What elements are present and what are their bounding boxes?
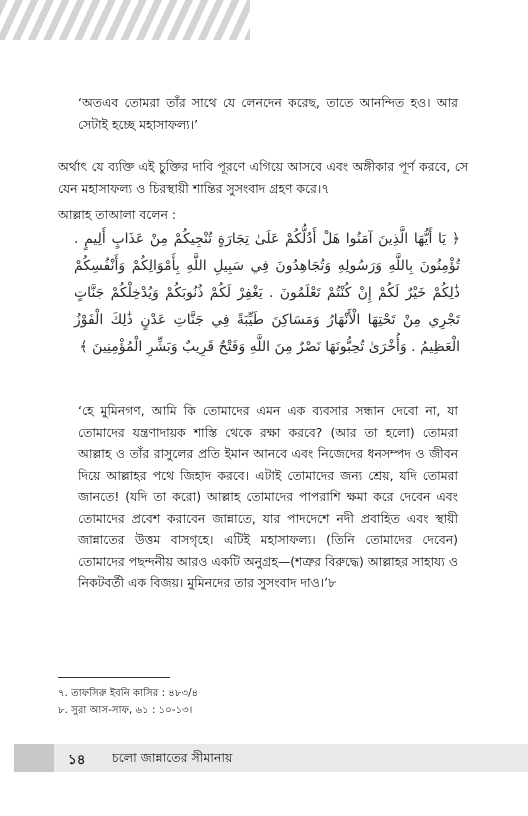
footnote-7: ৭. তাফসিরু ইবনি কাসির : ৪৮৩/৪ <box>58 688 199 699</box>
paragraph-1: অর্থাৎ যে ব্যক্তি এই চুক্তির দাবি পূরণে এগিয়ে আসবে এবং অঙ্গীকার পূর্ণ করবে, সে যেন মহাসাফল্য ও চিরস্থায়ী শান্তির সুসংবাদ গ্রহণ করে।৭ <box>58 159 468 196</box>
footnote-8: ৮. সুরা আস-সাফ, ৬১ : ১০-১৩। <box>58 705 193 716</box>
arabic-verse: ﴿ يَا أَيُّهَا الَّذِينَ آمَنُوا هَلْ أَدُلُّكُمْ عَلَىٰ تِجَارَةٍ تُنْجِيكُمْ مِنْ عَذَابٍ أَلِيمٍ . تُؤْمِنُونَ بِاللَّهِ وَرَسُولِهِ وَتُجَاهِدُونَ فِي سَبِيلِ اللَّهِ بِأَمْوَالِكُمْ وَأَنْفُسِكُمْ ذَٰلِكُمْ خَيْرٌ لَكُمْ إِنْ كُنْتُمْ تَعْلَمُونَ . يَغْفِرْ لَكُمْ ذُنُوبَكُمْ وَيُدْخِلْكُمْ جَنَّاتٍ تَجْرِي مِنْ تَحْتِهَا الْأَنْهَارُ وَمَسَاكِنَ طَيِّبَةً فِي جَنَّاتِ عَدْنٍ ذَٰلِكَ الْفَوْزُ الْعَظِيمُ . وَأُخْرَىٰ تُحِبُّونَهَا نَصْرٌ مِنَ اللَّهِ وَفَتْحٌ قَرِيبٌ وَبَشِّرِ الْمُؤْمِنِينَ ﴾ <box>74 231 460 355</box>
footnote-divider <box>58 677 170 678</box>
decorative-header-stripes <box>0 0 250 40</box>
quote-2: ‘হে মুমিনগণ, আমি কি তোমাদের এমন এক ব্যবসার সন্ধান দেবো না, যা তোমাদের যন্ত্রণাদায়ক শাস্তি থেকে রক্ষা করবে? (আর তা হলো) তোমরা আল্লাহ ও তাঁর রাসুলের প্রতি ইমান আনবে এবং নিজেদের ধনসম্পদ ও জীবন দিয়ে আল্লাহর পথে জিহাদ করবে। এটাই তোমাদের জন্য শ্রেয়, যদি তোমরা জানতে! (যদি তা করো) আল্লাহ তোমাদের পাপরাশি ক্ষমা করে দেবেন এবং তোমাদের প্রবেশ করাবেন জান্নাতে, যার পাদদেশে নদী প্রবাহিত এবং স্থায়ী জান্নাতের উত্তম বাসগৃহে। এটিই মহাসাফল্য। (তিনি তোমাদের দেবেন) তোমাদের পছন্দনীয় আরও একটি অনুগ্রহ—(শত্রুর বিরুদ্ধে) আল্লাহর সাহায্য ও নিকটবর্তী এক বিজয়। মুমিনদের তার সুসংবাদ দাও।’৮ <box>78 403 458 590</box>
paragraph-2: আল্লাহ তাআলা বলেন : <box>58 207 177 222</box>
book-title: চলো জান্নাতের সীমানায় <box>112 750 233 765</box>
page-number: ১৪ <box>68 752 86 768</box>
quote-1: ‘অতএব তোমরা তাঁর সাথে যে লেনদেন করেছ, তাতে আনন্দিত হও। আর সেটাই হচ্ছে মহাসাফল্য।’ <box>78 95 458 132</box>
